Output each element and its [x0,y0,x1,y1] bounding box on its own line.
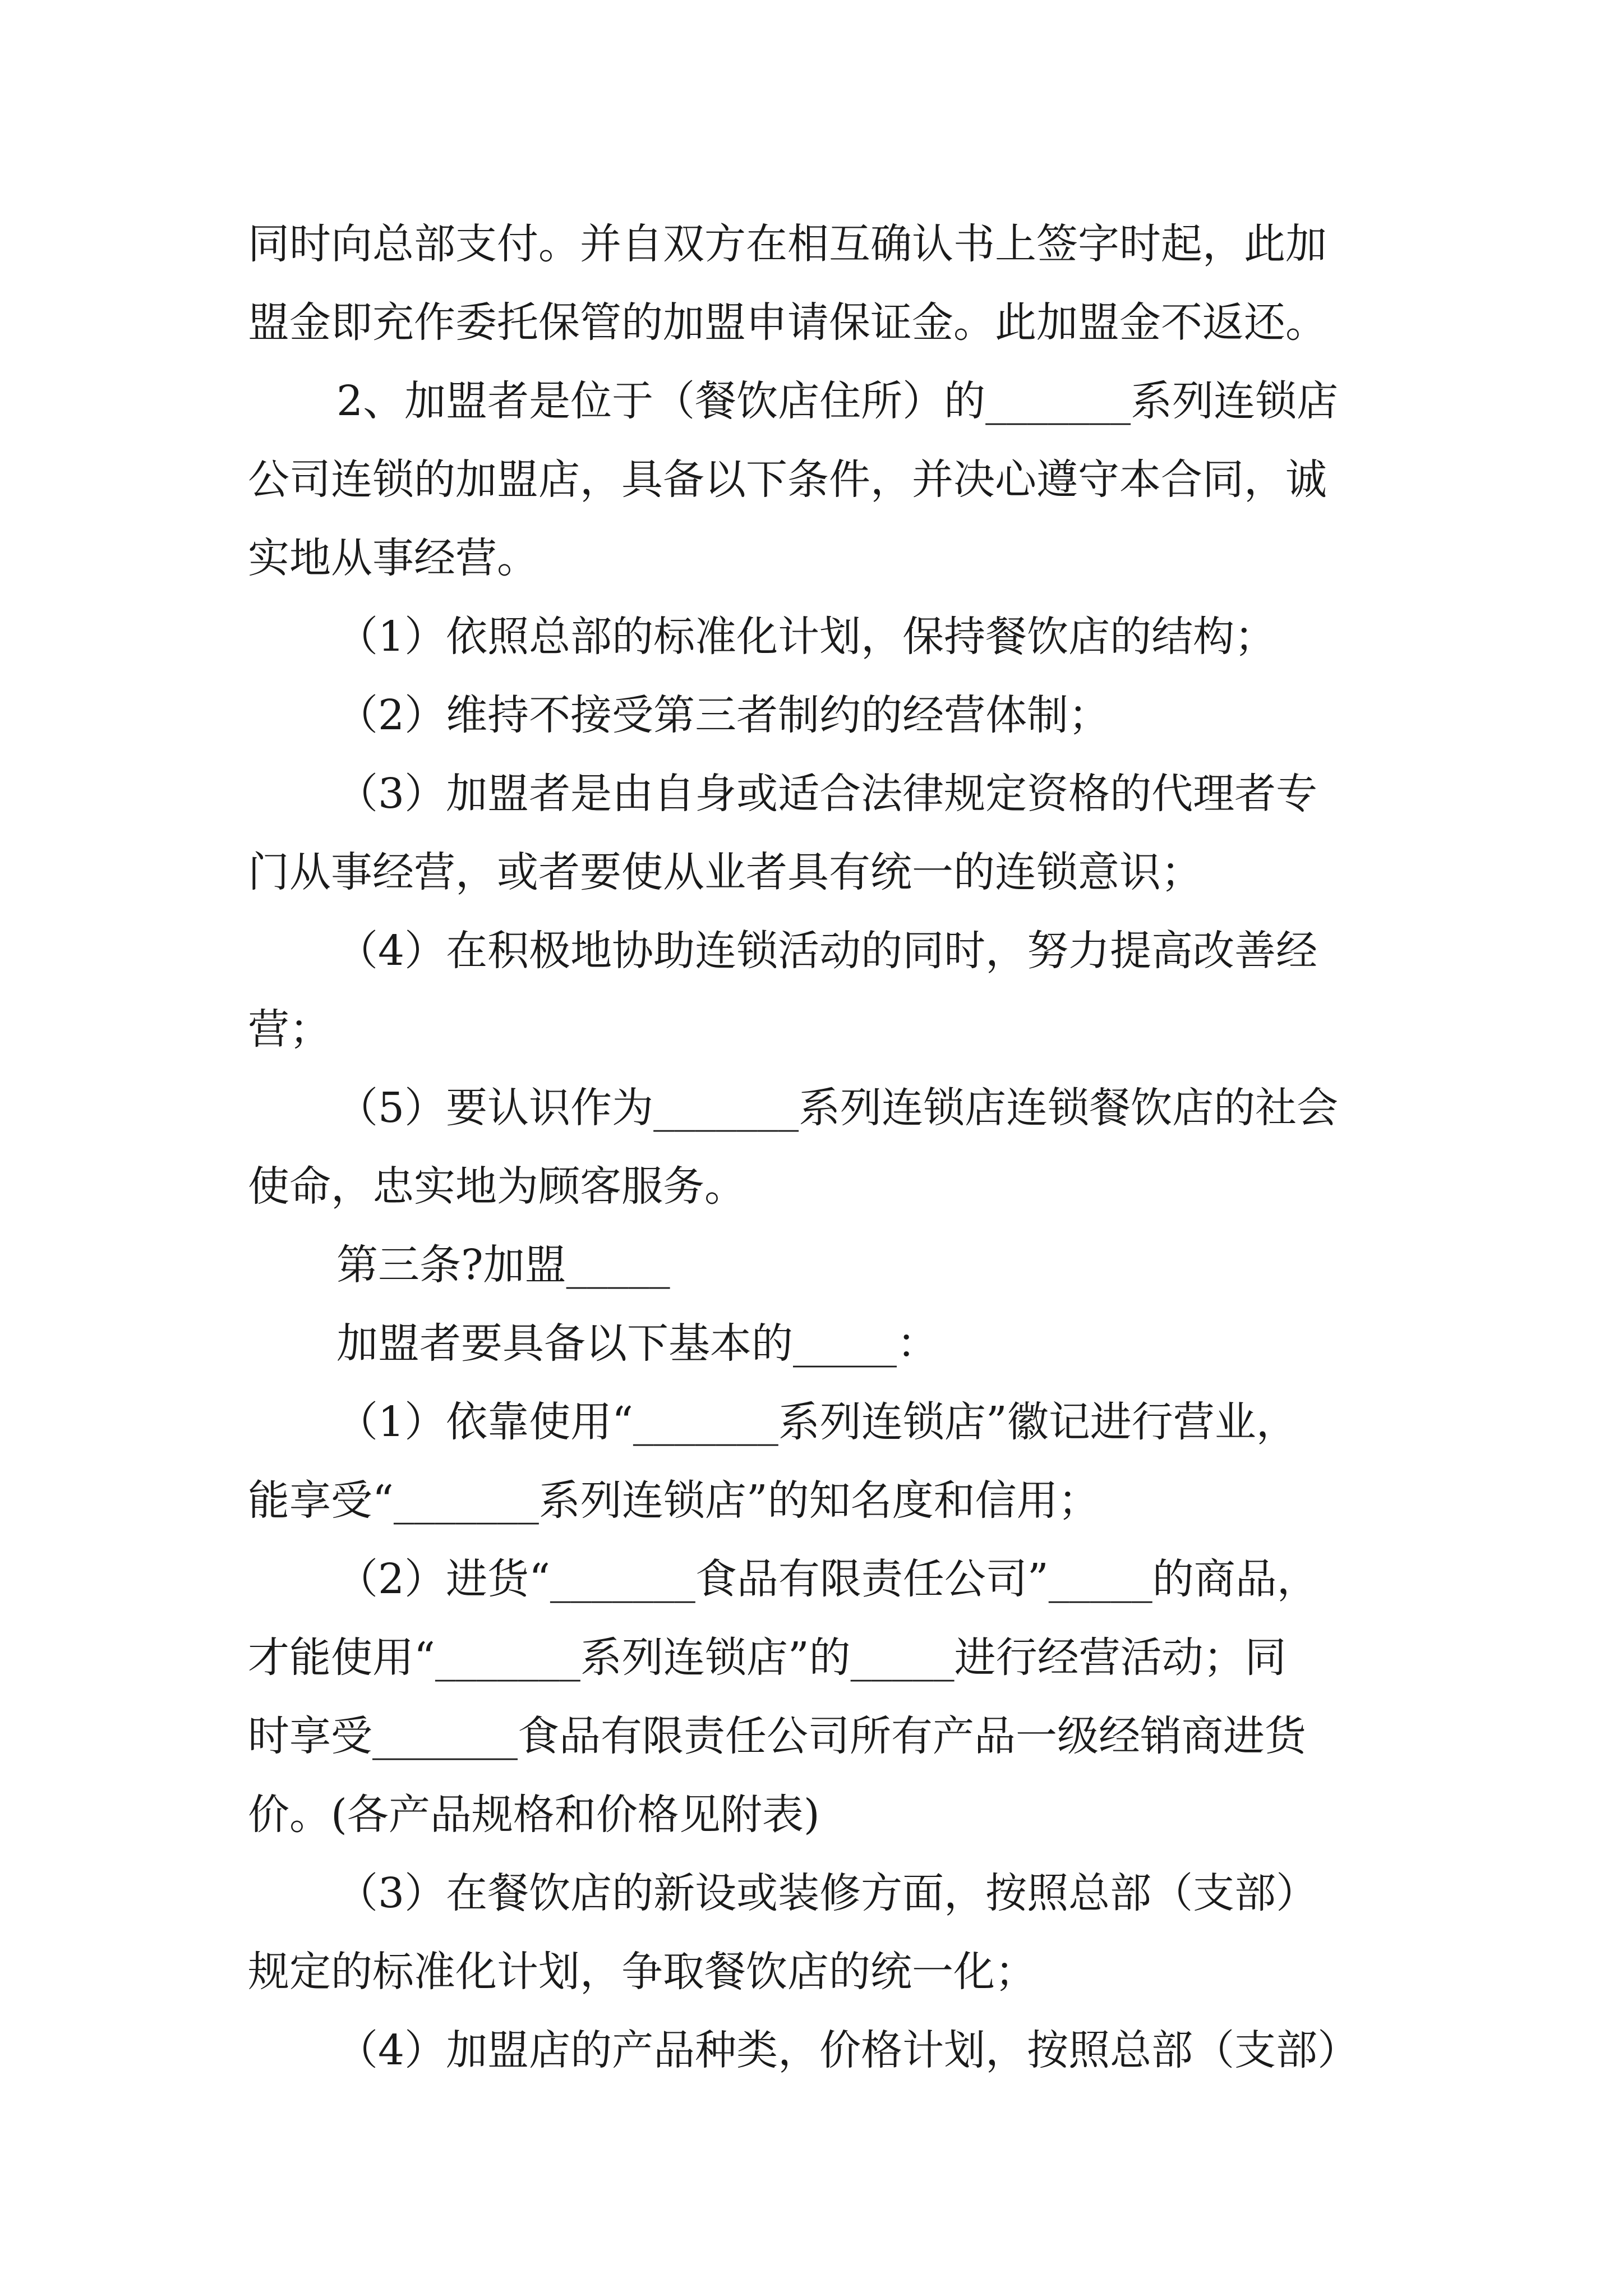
text-line: 实地从事经营。 [248,534,538,582]
text-line: （2）维持不接受第三者制约的经营体制； [336,691,1110,739]
text-line: （1）依照总部的标准化计划，保持餐饮店的结构； [336,613,1276,661]
text-line: 使命，忠实地为顾客服务。 [248,1162,746,1211]
text-line: 时享受_______食品有限责任公司所有产品一级经销商进货 [248,1712,1306,1760]
text-line: （3）在餐饮店的新设或装修方面，按照总部（支部） [336,1869,1318,1917]
text-line: 公司连锁的加盟店，具备以下条件，并决心遵守本合同，诚 [248,455,1327,504]
text-line: （4）在积极地协助连锁活动的同时，努力提高改善经 [336,927,1318,975]
text-line: 同时向总部支付。并自双方在相互确认书上签字时起，此加 [248,220,1327,268]
text-line: 加盟者要具备以下基本的_____： [336,1319,938,1368]
text-line: 规定的标准化计划，争取餐饮店的统一化； [248,1948,1036,1996]
text-line: 才能使用“_______系列连锁店”的_____进行经营活动；同 [248,1634,1287,1682]
text-line: 第三条?加盟_____ [336,1241,670,1289]
text-line: 盟金即充作委托保管的加盟申请保证金。此加盟金不返还。 [248,298,1327,347]
text-line: 能享受“_______系列连锁店”的知名度和信用； [248,1476,1100,1525]
text-line: （4）加盟店的产品种类，价格计划，按照总部（支部） [336,2026,1359,2074]
text-line: （2）进货“_______食品有限责任公司”_____的商品， [336,1555,1318,1603]
text-line: （5）要认识作为_______系列连锁店连锁餐饮店的社会 [336,1084,1339,1132]
text-line: （1）依靠使用“_______系列连锁店”徽记进行营业， [336,1398,1298,1446]
text-line: 价。(各产品规格和价格见附表) [248,1791,820,1839]
text-line: 营； [248,1005,331,1053]
text-line: 门从事经营，或者要使从业者具有统一的连锁意识； [248,848,1202,896]
text-line: （3）加盟者是由自身或适合法律规定资格的代理者专 [336,770,1318,818]
text-line: 2、加盟者是位于（餐饮店住所）的_______系列连锁店 [336,377,1339,425]
